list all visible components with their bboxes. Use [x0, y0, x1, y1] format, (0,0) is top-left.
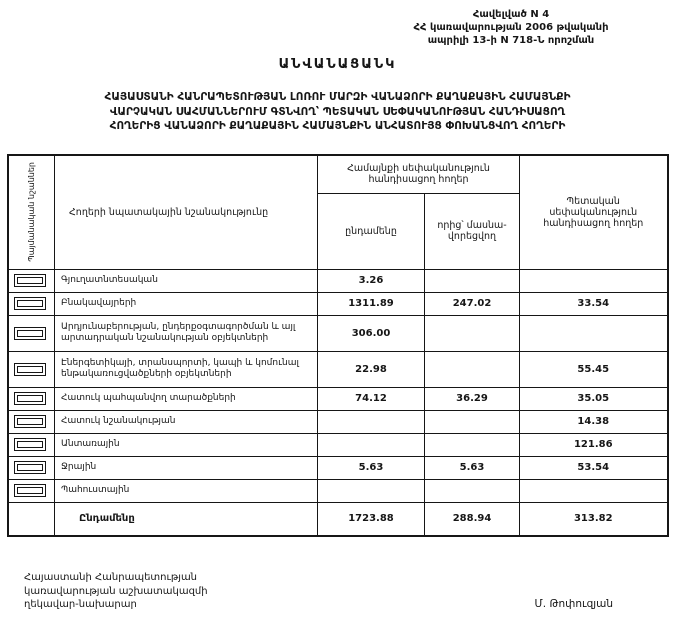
legend-box-icon — [14, 297, 46, 310]
community-total-value: 74.12 — [318, 387, 425, 410]
state-value: 35.05 — [520, 387, 668, 410]
signature-name: Մ. Թոփուզյան — [534, 598, 613, 611]
table-row — [8, 315, 668, 351]
land-category-label: Ջրային — [55, 456, 318, 479]
table-row — [8, 351, 668, 387]
state-value: 55.45 — [520, 351, 668, 387]
land-category-label: Էներգետիկայի, տրանսպորտի, կապի և կոմունալ ենթակառուցվածքների օբյեկտների — [55, 351, 318, 387]
community-total-value — [318, 433, 425, 456]
annex-line-2: ՀՀ կառավարության 2006 թվականի — [413, 22, 609, 33]
community-total-value: 3.26 — [318, 269, 425, 292]
legend-box-icon — [14, 392, 46, 405]
legend-box-inner — [17, 395, 43, 402]
annex-line-1: Հավելված N 4 — [472, 9, 550, 20]
table-row — [8, 292, 668, 315]
legend-box-icon — [14, 461, 46, 474]
annex-reference — [361, 8, 661, 47]
privatized-value — [425, 269, 520, 292]
total-community-total-value: 1723.88 — [318, 502, 425, 536]
column-header-symbols — [8, 155, 55, 269]
privatized-value — [425, 433, 520, 456]
state-value: 14.38 — [520, 410, 668, 433]
land-category-label: Արդյունաբերության, ընդերքօգտագործման և այլ արտադրական նշանակության օբյեկտների — [55, 315, 318, 351]
community-total-value: 5.63 — [318, 456, 425, 479]
document-subtitle — [0, 90, 675, 134]
community-total-value: 1311.89 — [318, 292, 425, 315]
privatized-value — [425, 315, 520, 351]
land-category-label: Անտառային — [55, 433, 318, 456]
total-state-value: 313.82 — [520, 502, 668, 536]
legend-box-icon — [14, 327, 46, 340]
state-value: 121.86 — [520, 433, 668, 456]
legend-box-icon — [14, 415, 46, 428]
land-category-label: Բնակավայրերի — [55, 292, 318, 315]
footer — [24, 571, 613, 612]
table-row — [8, 479, 668, 502]
privatized-value — [425, 351, 520, 387]
privatized-value: 247.02 — [425, 292, 520, 315]
state-value — [520, 269, 668, 292]
privatized-value — [425, 479, 520, 502]
annex-line-3: ապրիլի 13-ի N 718-Ն որոշման — [427, 35, 595, 46]
land-transfer-table — [7, 154, 669, 537]
land-category-label: Գյուղատնտեսական — [55, 269, 318, 292]
column-header-community-group: Համայնքի սեփականություն հանդիսացող հողեր — [318, 155, 520, 193]
signing-office — [24, 571, 208, 612]
state-value: 33.54 — [520, 292, 668, 315]
legend-box-inner — [17, 277, 43, 284]
community-total-value: 22.98 — [318, 351, 425, 387]
privatized-value: 5.63 — [425, 456, 520, 479]
state-value: 53.54 — [520, 456, 668, 479]
subtitle-line-2: ՎԱՐՉԱԿԱՆ ՍԱՀՄԱՆՆԵՐՈՒՄ ԳՏՆՎՈՂ՝ ՊԵՏԱԿԱՆ ՍԵՓԱԿԱՆՈՒԹՅԱՆ ՀԱՆԴԻՍԱՑՈՂ — [109, 105, 566, 118]
table-row — [8, 456, 668, 479]
legend-box-inner — [17, 464, 43, 471]
legend-box-icon — [14, 484, 46, 497]
state-value — [520, 315, 668, 351]
header-row-group — [8, 155, 668, 193]
land-category-label: Հատուկ պահպանվող տարածքների — [55, 387, 318, 410]
column-header-state: Պետական սեփականություն հանդիսացող հողեր — [520, 155, 668, 269]
page-title: ԱՆՎԱՆԱՑԱՆԿ — [278, 57, 397, 72]
legend-box-icon — [14, 274, 46, 287]
legend-box-inner — [17, 418, 43, 425]
legend-box-inner — [17, 330, 43, 337]
total-row-symbol-cell — [8, 502, 55, 536]
privatized-value: 36.29 — [425, 387, 520, 410]
table-row — [8, 410, 668, 433]
table-row — [8, 387, 668, 410]
land-category-label: Հատուկ նշանակության — [55, 410, 318, 433]
office-line-3: ղեկավար-նախարար — [24, 599, 137, 611]
column-header-community-total: ընդամենը — [318, 193, 425, 269]
office-line-2: կառավարության աշխատակազմի — [24, 585, 208, 597]
community-total-value — [318, 410, 425, 433]
legend-box-icon — [14, 438, 46, 451]
table-row — [8, 433, 668, 456]
total-row-label: Ընդամենը — [55, 502, 318, 536]
state-value — [520, 479, 668, 502]
community-total-value — [318, 479, 425, 502]
legend-box-inner — [17, 441, 43, 448]
land-category-label: Պահուստային — [55, 479, 318, 502]
legend-box-icon — [14, 363, 46, 376]
total-row — [8, 502, 668, 536]
column-header-community-privatized: որից՝ մասնա-վորեցվող — [425, 193, 520, 269]
table-row — [8, 269, 668, 292]
symbols-header-label: Պայմանական նշաններ — [26, 162, 36, 263]
privatized-value — [425, 410, 520, 433]
legend-box-inner — [17, 366, 43, 373]
column-header-purpose: Հողերի նպատակային նշանակությունը — [55, 155, 318, 269]
subtitle-line-3: ՀՈՂԵՐԻՑ ՎԱՆԱՁՈՐԻ ՔԱՂԱՔԱՅԻՆ ՀԱՄԱՅՆՔԻՆ ԱՆՀԱՏՈՒՅՑ ՓՈԽԱՆՑՎՈՂ ՀՈՂԵՐԻ — [109, 120, 566, 133]
legend-box-inner — [17, 487, 43, 494]
legend-box-inner — [17, 300, 43, 307]
community-total-value: 306.00 — [318, 315, 425, 351]
office-line-1: Հայաստանի Հանրապետության — [24, 572, 198, 584]
subtitle-line-1: ՀԱՅԱՍՏԱՆԻ ՀԱՆՐԱՊԵՏՈՒԹՅԱՆ ԼՈՌՈՒ ՄԱՐԶԻ ՎԱՆԱՁՈՐԻ ՔԱՂԱՔԱՅԻՆ ՀԱՄԱՅՆՔԻ — [104, 91, 571, 103]
total-privatized-value: 288.94 — [425, 502, 520, 536]
